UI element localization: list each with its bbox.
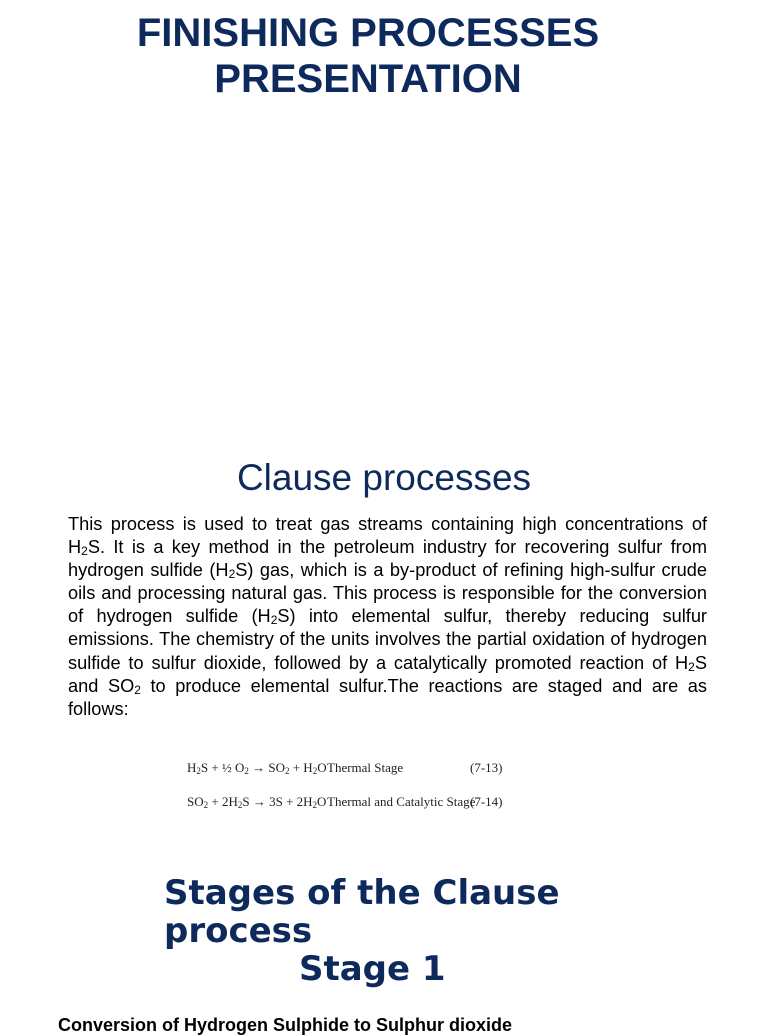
formula-text: + 2H (208, 794, 238, 809)
stage-1-heading: Stage 1 (299, 949, 446, 989)
subscript: 2 (134, 682, 141, 697)
subscript: 2 (270, 613, 278, 628)
paragraph-text-5: S and SO (68, 652, 707, 696)
paragraph-text-1: This process is used to treat gas streams containing high concentrations of H (68, 514, 707, 558)
formula-subscript: 2 (244, 766, 249, 776)
paragraph-text-4: S) into elemental sulfur, thereby reducing sulfur emissions. The chemistry of the units involves the partial oxidation of hydrogen sulfide to sulfur dioxide, followed by a catalytically promoted reaction of H (68, 606, 707, 673)
equation-formula (187, 760, 327, 776)
reaction-equations (180, 752, 510, 820)
equation-label: Thermal and Catalytic Stage (327, 794, 476, 809)
subscript: 2 (228, 567, 236, 582)
equation-number: (7-14) (470, 794, 503, 809)
body-paragraph (68, 513, 707, 721)
formula-text: → SO (248, 760, 285, 775)
formula-text: H (187, 760, 197, 775)
equation-number: (7-13) (470, 760, 503, 775)
page-title-line-1: FINISHING PROCESSES (136, 11, 600, 55)
page-title-line-2: PRESENTATION (214, 57, 522, 101)
formula-subscript: 2 (196, 766, 201, 776)
paragraph-text-3: S) gas, which is a by-product of refining high-sulfur crude oils and processing natural gas. This process is responsible for the conversion of hydrogen sulfide (H (68, 560, 707, 627)
formula-text: SO (187, 794, 204, 809)
formula-text: O (317, 794, 327, 809)
stage-1-description: Conversion of Hydrogen Sulphide to Sulphur dioxide (58, 1015, 513, 1035)
subscript: 2 (688, 659, 695, 674)
paragraph-text-2: S. It is a key method in the petroleum industry for recovering sulfur from hydrogen sulfide (H (68, 537, 707, 581)
formula-subscript: 2 (284, 766, 290, 776)
paragraph-text-6: to produce elemental sulfur.The reactions are staged and are as follows: (68, 675, 707, 719)
equation-row (180, 752, 510, 786)
formula-subscript: 2 (237, 800, 243, 810)
equation-row (180, 786, 510, 820)
equation-formula (187, 794, 326, 810)
formula-text: S + ½ O (200, 760, 245, 775)
stages-heading: Stages of the Clause process (164, 873, 560, 951)
formula-subscript: 2 (312, 766, 318, 776)
section-heading: Clause processes (236, 457, 532, 498)
page-title (0, 10, 736, 102)
formula-text: O (317, 760, 327, 775)
subscript: 2 (81, 544, 88, 559)
formula-text: + H (289, 760, 313, 775)
formula-text: S → 3S + 2H (242, 794, 313, 809)
formula-subscript: 2 (203, 800, 209, 810)
formula-subscript: 2 (312, 800, 318, 810)
equation-label: Thermal Stage (327, 760, 404, 775)
